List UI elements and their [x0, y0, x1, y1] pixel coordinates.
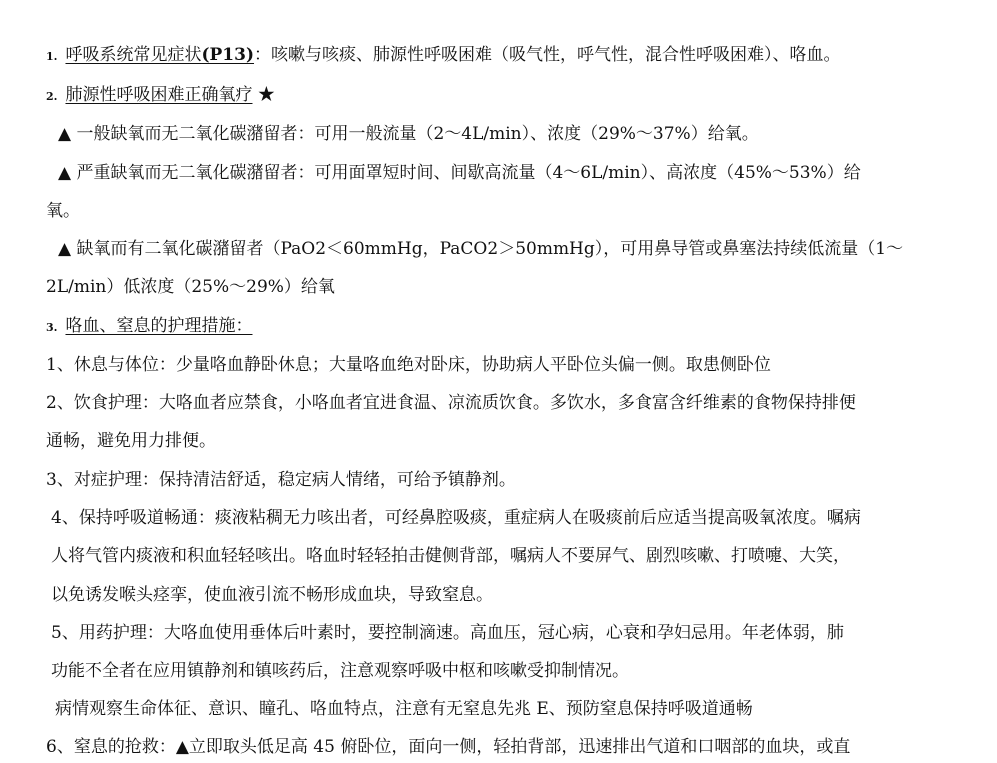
- observation-note: 病情观察生命体征、意识、瞳孔、咯血特点，注意有无窒息先兆 E、预防窒息保持呼吸道通畅: [55, 699, 753, 719]
- heading-1-content: ：咳嗽与咳痰、肺源性呼吸困难（吸气性，呼气性，混合性呼吸困难）、咯血。: [254, 45, 841, 65]
- care-item-1: 1、休息与体位：少量咯血静卧休息；大量咯血绝对卧床，协助病人平卧位头偏一侧。取患侧卧位: [46, 355, 771, 375]
- care-item-5-cont: 功能不全者在应用镇静剂和镇咳药后，注意观察呼吸中枢和咳嗽受抑制情况。: [51, 661, 629, 681]
- care-item-4-cont-2: 以免诱发喉头痉挛，使血液引流不畅形成血块，导致窒息。: [51, 585, 493, 605]
- heading-3: [46, 314, 252, 340]
- oxygen-item-2: ▲ 严重缺氧而无二氧化碳潴留者：可用面罩短时间、间歇高流量（4～6L/min）、高浓度（45%～53%）给: [58, 163, 861, 183]
- care-item-4: 4、保持呼吸道畅通：痰液粘稠无力咳出者，可经鼻腔吸痰，重症病人在吸痰前后应适当提高吸氧浓度。嘱病: [51, 508, 861, 528]
- heading-1-title-text: 呼吸系统常见症状: [65, 45, 202, 65]
- heading-1-page-ref: (P13): [201, 45, 255, 65]
- heading-1-number: 1.: [46, 50, 58, 63]
- oxygen-item-3-cont: 2L/min）低浓度（25%～29%）给氧: [46, 277, 335, 297]
- heading-3-title: 咯血、窒息的护理措施：: [65, 316, 253, 336]
- care-item-5: 5、用药护理：大咯血使用垂体后叶素时，要控制滴速。高血压，冠心病，心衰和孕妇忌用。年老体弱，肺: [51, 623, 844, 643]
- oxygen-item-2-cont: 氧。: [46, 201, 80, 221]
- oxygen-item-3: ▲ 缺氧而有二氧化碳潴留者（PaO2＜60mmHg，PaCO2＞50mmHg），可用鼻导管或鼻塞法持续低流量（1～: [58, 239, 904, 259]
- care-item-2-cont: 通畅，避免用力排便。: [46, 431, 216, 451]
- care-item-3: 3、对症护理：保持清洁舒适，稳定病人情绪，可给予镇静剂。: [46, 470, 516, 490]
- heading-2: [46, 83, 275, 109]
- heading-2-number: 2.: [46, 90, 58, 103]
- heading-3-number: 3.: [46, 321, 58, 334]
- star-icon: ★: [257, 85, 275, 105]
- heading-1: [46, 43, 841, 69]
- care-item-2: 2、饮食护理：大咯血者应禁食，小咯血者宜进食温、凉流质饮食。多饮水，多食富含纤维素的食物保持排便: [46, 393, 856, 413]
- oxygen-item-1: ▲ 一般缺氧而无二氧化碳潴留者：可用一般流量（2～4L/min）、浓度（29%～37%）给氧。: [58, 124, 759, 144]
- care-item-4-cont-1: 人将气管内痰液和积血轻轻咳出。咯血时轻轻拍击健侧背部，嘱病人不要屏气、剧烈咳嗽、打喷嚏、大笑，: [51, 546, 850, 566]
- heading-1-title: [65, 45, 254, 65]
- care-item-6: 6、窒息的抢救：▲立即取头低足高 45 俯卧位，面向一侧，轻拍背部，迅速排出气道和口咽部的血块，或直: [46, 737, 851, 757]
- heading-2-title: 肺源性呼吸困难正确氧疗: [65, 85, 253, 105]
